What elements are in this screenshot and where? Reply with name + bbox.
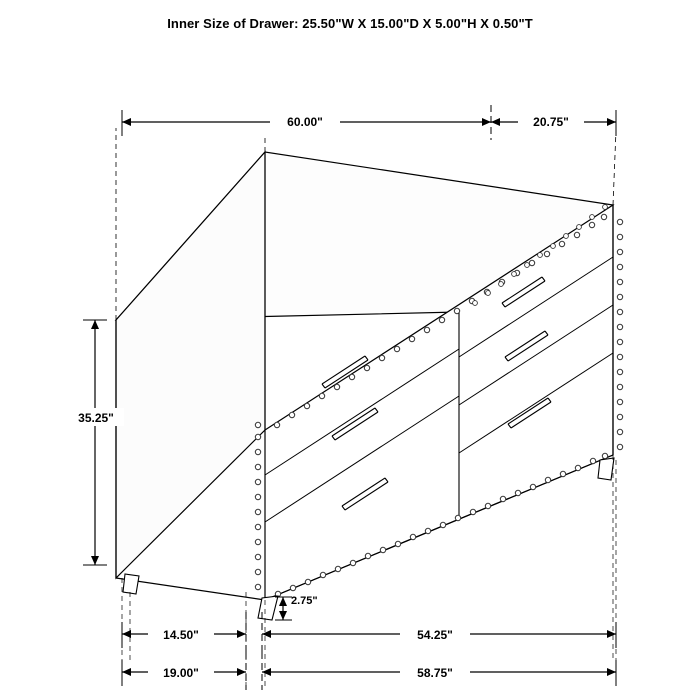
dim-top-depth [491, 110, 616, 136]
dim-label-top-depth: 20.75" [533, 115, 569, 129]
dim-label-leg-height: 2.75" [291, 595, 318, 607]
dim-bottom-front [262, 652, 616, 690]
dim-label-bottom-front: 58.75" [417, 666, 453, 680]
leg-left-back [123, 574, 139, 594]
studs-front-left-edge [255, 422, 260, 589]
dim-label-top-width: 60.00" [287, 115, 323, 129]
dim-label-front-base: 54.25" [417, 628, 453, 642]
dim-front-base [262, 612, 616, 652]
dresser-body [116, 152, 613, 600]
dim-top-width [122, 105, 491, 140]
dresser-left-side [116, 152, 265, 578]
leg-right [598, 458, 614, 480]
dim-leg-height [275, 595, 318, 620]
dim-bottom-left [122, 652, 246, 690]
page-title: Inner Size of Drawer: 25.50"W X 15.00"D X 5.00"H X 0.50"T [167, 16, 533, 31]
dim-label-height: 35.25" [78, 411, 114, 425]
dim-label-bottom-left: 19.00" [163, 666, 199, 680]
studs-front-right-edge [617, 219, 622, 449]
dim-left-base [122, 612, 246, 652]
dim-label-left-base: 14.50" [163, 628, 199, 642]
